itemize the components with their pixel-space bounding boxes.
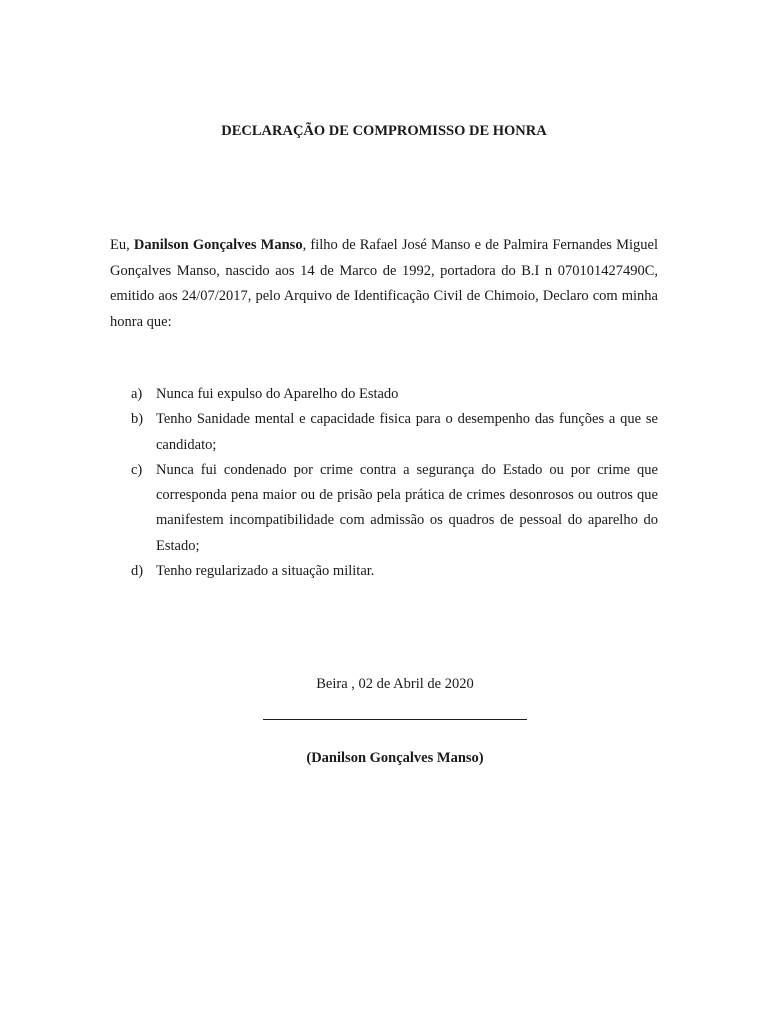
list-item-text: Tenho Sanidade mental e capacidade fisica para o desempenho das funções a que se candidato; bbox=[156, 411, 658, 453]
list-item bbox=[110, 458, 658, 559]
signature-line bbox=[263, 719, 527, 720]
list-item bbox=[110, 407, 658, 458]
signatory-name: (Danilson Gonçalves Manso) bbox=[306, 750, 484, 766]
place-date: Beira , 02 de Abril de 2020 bbox=[316, 676, 474, 692]
list-marker: a) bbox=[131, 386, 143, 402]
intro-prefix: Eu, bbox=[110, 237, 134, 253]
list-item bbox=[110, 382, 658, 407]
list-marker: d) bbox=[131, 563, 144, 580]
declaration-list bbox=[110, 382, 658, 584]
intro-paragraph bbox=[110, 233, 658, 335]
list-marker: c) bbox=[131, 461, 143, 478]
list-item bbox=[110, 559, 658, 584]
list-item-text: Nunca fui condenado por crime contra a segurança do Estado ou por crime que corresponda pena maior ou de prisão pela prática de crimes desonrosos ou outros que manifestem incompatibilidade com admissão os quadros de pessoal do aparelho do Estado; bbox=[156, 461, 658, 554]
declarant-name: Danilson Gonçalves Manso bbox=[133, 237, 303, 253]
list-item-text: Tenho regularizado a situação militar. bbox=[156, 563, 375, 580]
list-item-text: Nunca fui expulso do Aparelho do Estado bbox=[156, 386, 399, 402]
list-marker: b) bbox=[131, 411, 144, 428]
intro-rest: , filho de Rafael José Manso e de Palmira Fernandes Miguel Gonçalves Manso, nascido aos 14 de Marco de 1992, portadora do B.I n 070101427490C, emitido aos 24/07/2017, pelo Arquivo de Identificação Civil de Chimoio, Declaro com minha honra que: bbox=[110, 237, 658, 330]
document-title: DECLARAÇÃO DE COMPROMISSO DE HONRA bbox=[221, 123, 547, 139]
